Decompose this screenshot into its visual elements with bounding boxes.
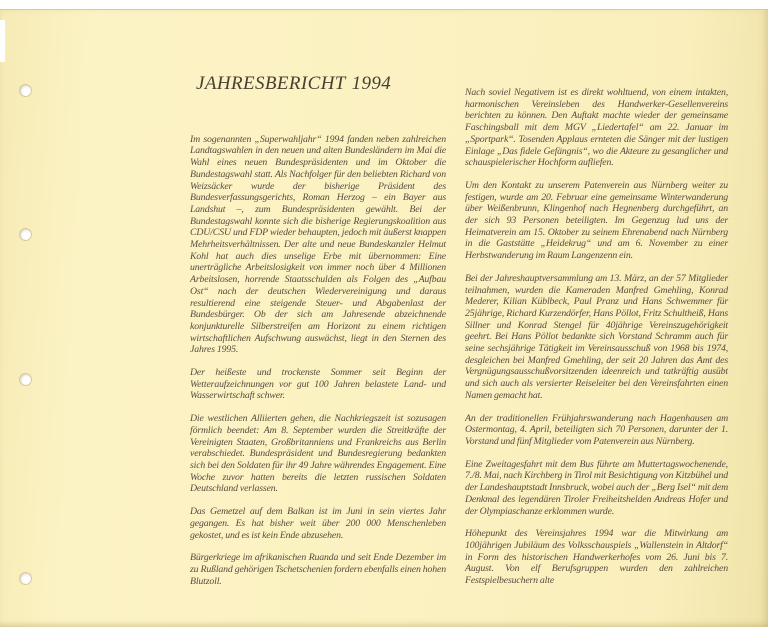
scan-artifact [0,20,5,62]
punch-hole [20,573,31,584]
paragraph: Eine Zweitagesfahrt mit dem Bus führte am Muttertagswochenende, 7./8. Mai, nach Kirchberg in Tirol mit Besichtigung von Kitzbühel und der Landeshauptstadt Innsbruck, wobei auch der „Berg Isel“ mit dem Denkmal des legendären Tiroler Freiheitshelden Andreas Hofer und der Olympiaschanze erklommen wurde. [465,458,728,517]
paragraph: Der heißeste und trockenste Sommer seit Beginn der Wetteraufzeichnungen vor gut 100 Jahren belastete Land- und Wasserwirtschaft schwer. [190,367,446,402]
paragraph: Das Gemetzel auf dem Balkan ist im Juni in sein viertes Jahr gegangen. Es hat bisher weit über 200 000 Menschenleben gekostet, und es ist kein Ende abzusehen. [190,506,446,541]
paragraph: Bürgerkriege im afrikanischen Ruanda und seit Ende Dezember im zu Rußland gehörigen Tschetschenien fordern ebenfalls einen hohen Blutzoll. [190,552,446,587]
paragraph: Um den Kontakt zu unserem Patenverein aus Nürnberg weiter zu festigen, wurde am 20. Februar eine gemeinsame Winterwanderung über Weißenbrunn, Klingenhof nach Hegnenberg durchgeführt, an der sich 93 Personen beteiligten. Im Gegenzug lud uns der Heimatverein am 15. Oktober zu seinem Ehrenabend nach Nürnberg in die Gaststätte „Heidekrug“ und am 6. November zu einer Herbstwanderung im Raum Langenzenn ein. [465,179,728,262]
scanned-page [0,9,768,627]
right-column [465,87,728,587]
punch-hole [20,229,31,240]
paragraph: Nach soviel Negativem ist es direkt wohltuend, von einem intakten, harmonischen Vereinsleben des Handwerker-Gesellenvereins berichten zu können. Den Auftakt machte wieder der gemeinsame Faschingsball mit dem MGV „Liedertafel“ am 22. Januar im „Sportpark“. Tosenden Applaus ernteten die Sänger mit der lustigen Einlage „Das fidele Gefängnis“, wo die Akteure zu gesanglicher und schauspielerischer Hochform aufliefen. [465,87,728,169]
page-title: JAHRESBERICHT 1994 [196,73,392,94]
paragraph: Höhepunkt des Vereinsjahres 1994 war die Mitwirkung am 100jährigen Jubiläum des Volksschauspiels „Wallenstein in Altdorf“ in Form des historischen Handwerkerhofes vom 26. Juni bis 7. August. Von elf Berufsgruppen wurden den zahlreichen Festspielbesuchern alte [465,528,728,587]
left-column [190,73,446,587]
punch-hole [20,85,31,96]
paragraph: Im sogenannten „Superwahljahr“ 1994 fanden neben zahlreichen Landtagswahlen in den neuen und alten Bundesländern im Mai die Wahl eines neuen Bundespräsidenten und im Oktober die Bundestagswahl statt. Als Nachfolger für den beliebten Richard von Weizsäcker wurde der bisherige Präsident des Bundesverfassungsgerichts, Roman Herzog – ein Bayer aus Landshut –, zum Bundespräsidenten gewählt. Bei der Bundestagswahl konnte sich die bisherige Regierungskoalition aus CDU/CSU und FDP wieder behaupten, jedoch mit äußerst knappen Mehrheitsverhältnissen. Der alte und neue Bundeskanzler Helmut Kohl hat auch dies unselige Erbe mit übernommen: Eine unerträgliche Arbeitslosigkeit von immer noch über 4 Millionen Arbeitslosen, horrende Staatsschulden als Folgen des „Aufbau Ost“ nach der deutschen Wiedervereinigung und daraus resultierend eine steigende Steuer- und Abgabenlast der Bundesbürger. Ob der sich am Jahresende abzeichnende konjunkturelle Silberstreifen am Horizont zu einem richtigen wirtschaftlichen Aufschwung auswächst, liegt in den Sternen des Jahres 1995. [190,133,446,356]
paragraph: Die westlichen Alliierten gehen, die Nachkriegszeit ist sozusagen förmlich beendet: Am 8. September wurden die Streitkräfte der Vereinigten Staaten, Großbritanniens und Frankreichs aus Berlin verabschiedet. Bundespräsident und Bundesregierung bedankten sich bei den Soldaten für ihr 49 Jahre währendes Engagement. Eine Woche zuvor hatten bereits die letzten russischen Soldaten Deutschland verlassen. [190,413,446,495]
paragraph: An der traditionellen Frühjahrswanderung nach Hagenhausen am Ostermontag, 4. April, beteiligten sich 70 Personen, darunter der 1. Vorstand und fünf Mitglieder vom Patenverein aus Nürnberg. [465,412,728,447]
punch-hole [20,374,31,385]
paragraph: Bei der Jahreshauptversammlung am 13. März, an der 57 Mitglieder teilnahmen, wurden die Kameraden Manfred Gmehling, Konrad Mederer, Kilian Küblbeck, Paul Pranz und Hans Schwemmer für 25jährige, Richard Kurzendörfer, Hans Pöllot, Fritz Schultheiß, Hans Sillner und Konrad Stengel für 40jährige Vereinszugehörigkeit geehrt. Bei Hans Pöllot bedankte sich Vorstand Schramm auch für seine sechsjährige Tätigkeit im Vereinsausschuß von 1968 bis 1974, desgleichen bei Manfred Gmehling, der seit 20 Jahren das Amt des Vergnügungsausschußvorsitzenden ideenreich und tatkräftig ausübt und sich auch als versierter Reiseleiter bei den Vereinsfahrten einen Namen gemacht hat. [465,272,728,401]
